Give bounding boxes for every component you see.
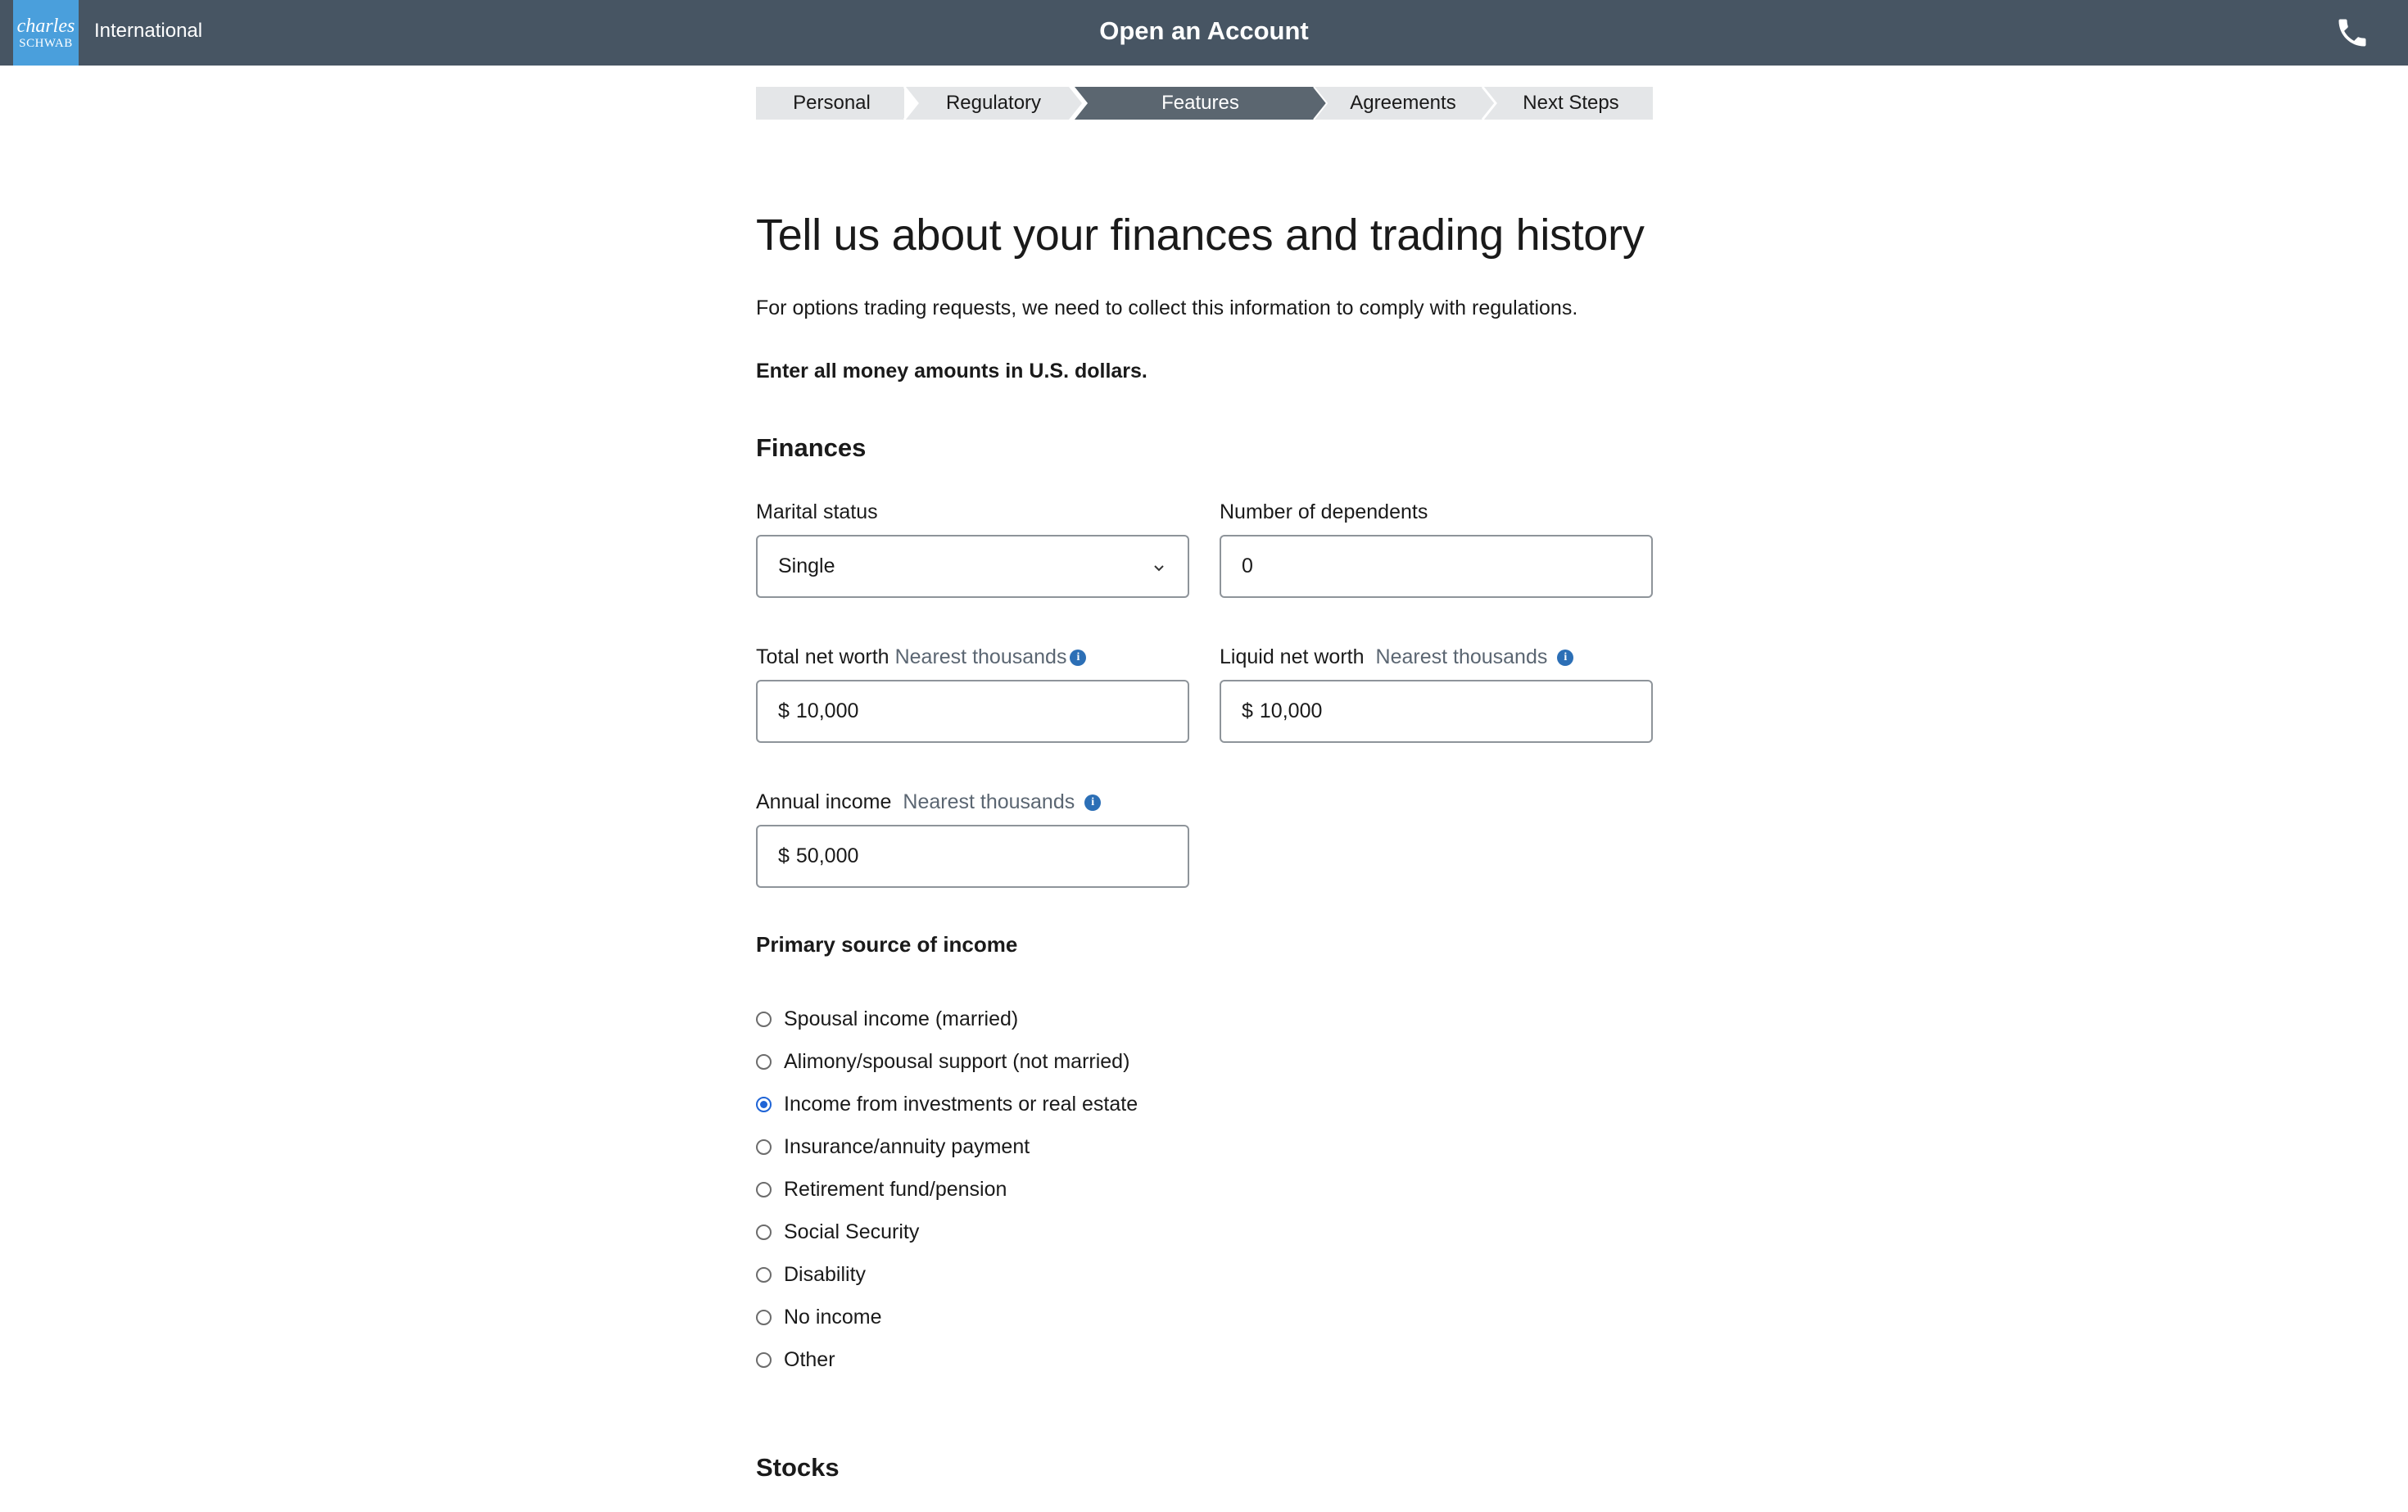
step-agreements: Agreements	[1350, 92, 1456, 114]
radio-button[interactable]	[756, 1352, 772, 1368]
currency-prefix: $	[778, 699, 790, 722]
total-net-worth-hint: Nearest thousands	[894, 645, 1067, 668]
radio-button[interactable]	[756, 1310, 772, 1325]
stocks-heading: Stocks	[756, 1453, 840, 1482]
marital-status-select[interactable]	[756, 535, 1189, 598]
info-icon[interactable]: i	[1070, 650, 1086, 666]
income-source-option[interactable]	[756, 1175, 1007, 1204]
radio-label: Income from investments or real estate	[784, 1092, 1138, 1116]
logo-line2: SCHWAB	[19, 36, 73, 50]
income-source-option[interactable]	[756, 1132, 1030, 1161]
income-source-option[interactable]	[756, 1260, 866, 1289]
region-label: International	[94, 20, 203, 42]
radio-label: Social Security	[784, 1220, 920, 1243]
income-source-option[interactable]	[756, 1004, 1018, 1034]
radio-label: Insurance/annuity payment	[784, 1134, 1030, 1158]
progress-stepper	[756, 87, 1653, 120]
phone-icon[interactable]	[2334, 15, 2370, 51]
income-source-option[interactable]	[756, 1345, 835, 1374]
radio-button[interactable]	[756, 1054, 772, 1070]
income-source-option[interactable]	[756, 1217, 919, 1247]
radio-label: Retirement fund/pension	[784, 1177, 1007, 1201]
radio-button[interactable]	[756, 1225, 772, 1240]
annual-income-input[interactable]	[756, 825, 1189, 888]
liquid-net-worth-label: Liquid net worth Nearest thousands i	[1220, 645, 1573, 669]
intro-text: For options trading requests, we need to collect this information to comply with regulations.	[756, 297, 1578, 319]
total-net-worth-input[interactable]	[756, 680, 1189, 743]
radio-label: Other	[784, 1347, 835, 1371]
step-features: Features	[1161, 92, 1239, 114]
radio-button[interactable]	[756, 1139, 772, 1155]
marital-status-value: Single	[778, 555, 835, 577]
dependents-value: 0	[1242, 555, 1253, 577]
finances-heading: Finances	[756, 433, 867, 462]
annual-income-value: 50,000	[795, 844, 859, 867]
annual-income-label: Annual income Nearest thousands i	[756, 790, 1101, 814]
dependents-label: Number of dependents	[1220, 500, 1428, 523]
page-title: Open an Account	[1099, 16, 1309, 45]
step-next-steps: Next Steps	[1523, 92, 1619, 114]
radio-label: Spousal income (married)	[784, 1007, 1019, 1030]
total-net-worth-label: Total net worth Nearest thousands i	[756, 645, 1086, 669]
radio-button[interactable]	[756, 1097, 772, 1112]
chevron-down-icon	[1152, 561, 1166, 576]
income-source-heading: Primary source of income	[756, 932, 1018, 957]
currency-prefix: $	[778, 844, 790, 867]
step-regulatory: Regulatory	[945, 92, 1042, 114]
page-heading: Tell us about your finances and trading history	[756, 211, 1645, 260]
top-bar	[0, 0, 2408, 66]
annual-income-hint: Nearest thousands	[903, 790, 1075, 813]
income-source-option[interactable]	[756, 1302, 882, 1332]
currency-prefix: $	[1242, 699, 1253, 722]
liquid-net-worth-input[interactable]	[1220, 680, 1653, 743]
income-source-option[interactable]	[756, 1047, 1129, 1076]
marital-status-label: Marital status	[756, 500, 878, 523]
dependents-input[interactable]	[1220, 535, 1653, 598]
currency-note: Enter all money amounts in U.S. dollars.	[756, 360, 1147, 383]
radio-button[interactable]	[756, 1182, 772, 1197]
info-icon[interactable]: i	[1557, 650, 1573, 666]
step-personal: Personal	[793, 92, 871, 114]
radio-button[interactable]	[756, 1267, 772, 1283]
radio-button[interactable]	[756, 1012, 772, 1027]
radio-label: Disability	[784, 1262, 867, 1286]
info-icon[interactable]: i	[1084, 794, 1101, 811]
liquid-net-worth-value: 10,000	[1259, 699, 1323, 722]
logo-line1: charles	[16, 15, 75, 37]
liquid-net-worth-hint: Nearest thousands	[1375, 645, 1548, 668]
radio-label: Alimony/spousal support (not married)	[784, 1049, 1130, 1073]
total-net-worth-value: 10,000	[795, 699, 859, 722]
radio-label: No income	[784, 1305, 882, 1329]
income-source-option[interactable]	[756, 1089, 1138, 1119]
